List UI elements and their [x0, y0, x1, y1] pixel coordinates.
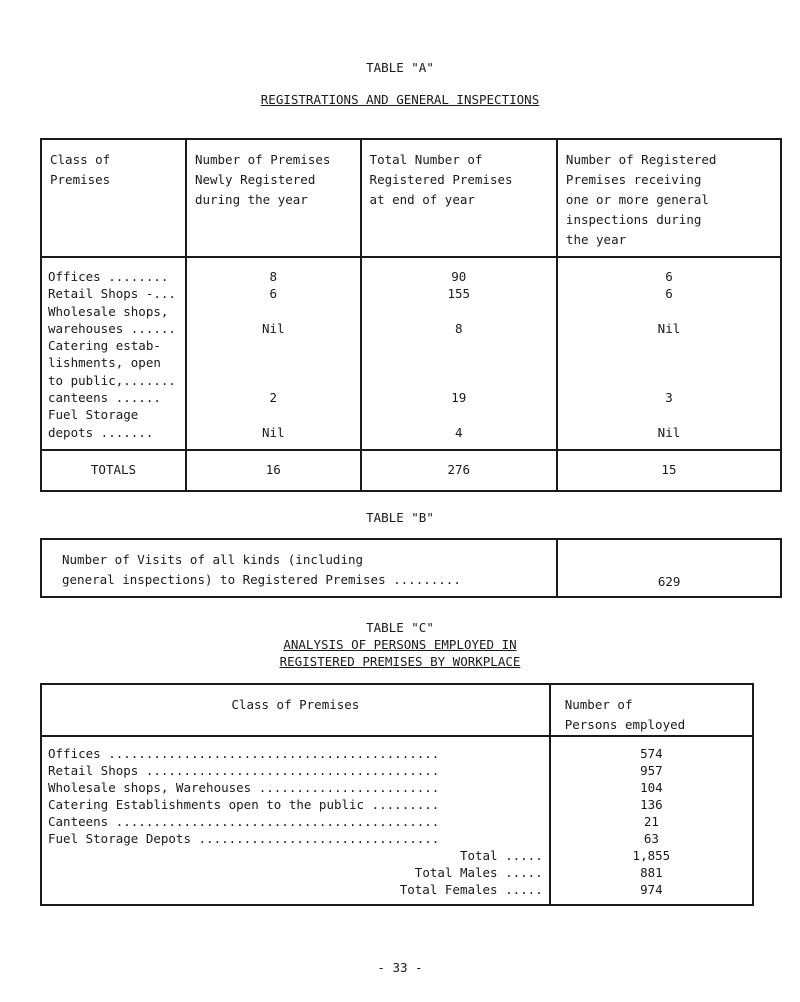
table-c-header-row [41, 684, 753, 736]
cell-value: Nil [657, 320, 681, 336]
cell-value: 8 [269, 269, 277, 284]
row-label: Offices ............................................ [48, 746, 440, 761]
table-c-values [550, 736, 753, 905]
cell-value: 155 [447, 286, 471, 302]
newly-column [186, 257, 361, 450]
inspected-column [557, 257, 781, 450]
cell-value: Nil [261, 320, 285, 336]
row-label: Offices ........ [48, 269, 169, 284]
cell-value: 90 [451, 269, 467, 284]
table-c-body [41, 736, 753, 905]
cell-value: 8 [454, 320, 463, 336]
table-a [40, 138, 782, 492]
header-total-registered: Total Number of Registered Premises at end of year [361, 139, 557, 257]
table-b [40, 538, 782, 598]
cell-value: 6 [269, 286, 277, 302]
table-b-row [41, 539, 781, 597]
cell-value: 63 [643, 831, 659, 846]
cell-value: 19 [451, 390, 467, 406]
header-inspections: Number of Registered Premises receiving one or more general inspections during the year [557, 139, 781, 257]
summary-label: Total Males ..... [414, 865, 543, 880]
cell-value: Nil [261, 424, 285, 440]
header-persons-employed: Number of Persons employed [550, 684, 753, 736]
table-a-totals-row [41, 450, 781, 491]
header-class-of-premises-c: Class of Premises [41, 684, 550, 736]
table-a-header-row [41, 139, 781, 257]
row-label: Retail Shops -... [48, 286, 176, 302]
header-newly-registered: Number of Premises Newly Registered during the year [186, 139, 361, 257]
cell-value: 6 [665, 286, 673, 302]
table-c-title: TABLE "C" [366, 620, 434, 635]
table-b-title: TABLE "B" [366, 510, 434, 525]
table-c-labels [41, 736, 550, 905]
totals-inspected: 15 [557, 450, 781, 491]
summary-label: Total Females ..... [399, 882, 543, 897]
cell-value: 21 [643, 814, 659, 829]
summary-value: 881 [640, 865, 663, 880]
class-column [41, 257, 186, 450]
header-class-of-premises: Class of Premises [41, 139, 186, 257]
row-label: Catering Establishments open to the public ......... [48, 797, 440, 812]
visits-description: Number of Visits of all kinds (including general inspections) to Registered Premises ......... [41, 539, 557, 597]
summary-value: 1,855 [632, 848, 671, 863]
table-a-body [41, 257, 781, 450]
summary-label: Total ..... [459, 848, 543, 863]
totals-total: 276 [361, 450, 557, 491]
cell-value: 3 [665, 390, 673, 406]
cell-value: 104 [640, 780, 663, 795]
visits-value: 629 [557, 539, 781, 597]
table-a-subtitle: REGISTRATIONS AND GENERAL INSPECTIONS [260, 92, 540, 107]
row-label: Fuel Storage depots ....... [48, 407, 154, 440]
table-c-subtitle-2: REGISTERED PREMISES BY WORKPLACE [279, 654, 521, 669]
cell-value: 957 [640, 763, 663, 778]
totals-newly: 16 [186, 450, 361, 491]
cell-value: Nil [657, 424, 681, 440]
table-c-subtitle-1: ANALYSIS OF PERSONS EMPLOYED IN [283, 637, 517, 652]
row-label: Wholesale shops, warehouses ...... [48, 303, 176, 336]
cell-value: 136 [640, 797, 663, 812]
row-label: Canteens ........................................... [48, 814, 440, 829]
cell-value: 2 [269, 390, 277, 406]
table-a-title: TABLE "A" [366, 60, 434, 75]
row-label: Retail Shops ....................................... [48, 763, 440, 778]
page-number: - 33 - [377, 960, 423, 975]
row-label: Catering estab- lishments, open to public,....... canteens ...... [48, 338, 176, 406]
row-label: Wholesale shops, Warehouses ........................ [48, 780, 440, 795]
cell-value: 6 [665, 269, 673, 284]
table-c [40, 683, 754, 906]
summary-value: 974 [640, 882, 663, 897]
row-label: Fuel Storage Depots ................................ [48, 831, 440, 846]
totals-label: TOTALS [41, 450, 186, 491]
cell-value: 574 [640, 746, 663, 761]
total-column [361, 257, 557, 450]
cell-value: 4 [454, 424, 463, 440]
